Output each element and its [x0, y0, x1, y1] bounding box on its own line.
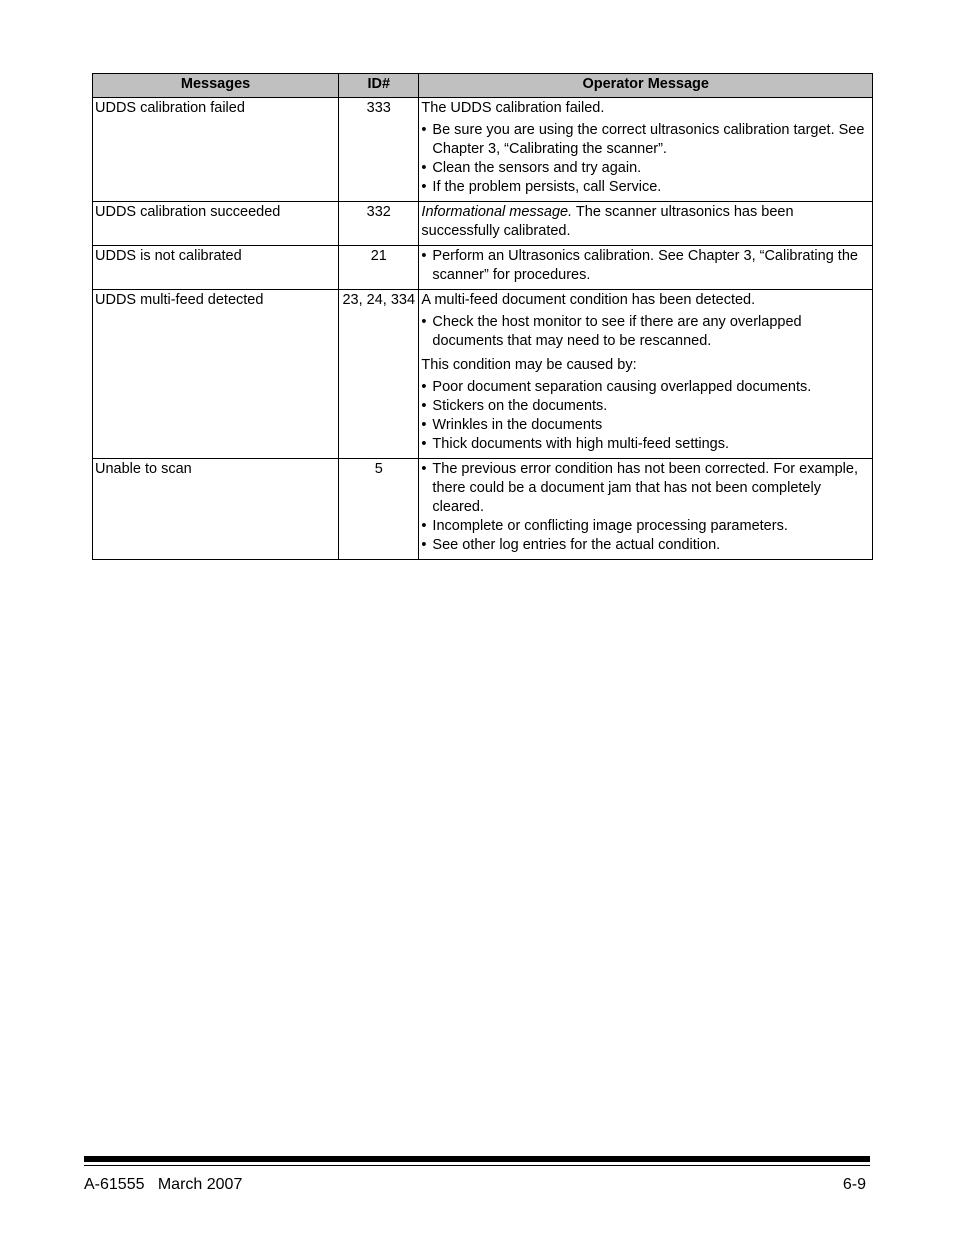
id-cell: 23, 24, 334 [339, 290, 419, 459]
operator-message-intro: The UDDS calibration failed. [421, 100, 605, 116]
footer-divider-thin [84, 1165, 870, 1166]
table-row [93, 246, 873, 290]
message-cell: UDDS calibration failed [93, 98, 339, 202]
messages-table [92, 73, 873, 560]
bullet-item: • Wrinkles in the documents [421, 417, 603, 433]
message-cell: UDDS multi-feed detected [93, 290, 339, 459]
footer-doc-info [84, 1176, 242, 1194]
message-cell: Unable to scan [93, 459, 339, 560]
doc-date: March 2007 [157, 1176, 243, 1193]
bullet-item: • Incomplete or conflicting image processing parameters. [421, 518, 788, 534]
operator-message-cell [419, 459, 873, 560]
header-operator-message: Operator Message [419, 74, 873, 98]
bullet-item: • The previous error condition has not been corrected. For example, there could be a document jam that has not been completely cleared. [421, 461, 858, 515]
bullet-item: • If the problem persists, call Service. [421, 179, 662, 195]
message-cell: UDDS calibration succeeded [93, 202, 339, 246]
informational-label: Informational message. [421, 204, 573, 220]
operator-message-cell [419, 290, 873, 459]
operator-message-cell [419, 202, 873, 246]
bullet-item: • Check the host monitor to see if there are any overlapped documents that may need to be rescanned. [421, 314, 802, 349]
table-row [93, 98, 873, 202]
table-row [93, 202, 873, 246]
bullet-list [421, 378, 870, 454]
bullet-item: • Stickers on the documents. [421, 398, 608, 414]
operator-message-intro: A multi-feed document condition has been detected. [421, 292, 756, 308]
bullet-item: • Be sure you are using the correct ultrasonics calibration target. See Chapter 3, “Calibrating the scanner”. [421, 122, 865, 157]
footer-divider-thick [84, 1156, 870, 1162]
bullet-list [421, 121, 870, 197]
id-cell: 5 [339, 459, 419, 560]
table-row [93, 290, 873, 459]
operator-message-cell [419, 98, 873, 202]
message-cell: UDDS is not calibrated [93, 246, 339, 290]
operator-message-cause-intro: This condition may be caused by: [421, 357, 637, 373]
id-cell: 333 [339, 98, 419, 202]
id-cell: 332 [339, 202, 419, 246]
bullet-item: • Clean the sensors and try again. [421, 160, 642, 176]
id-cell: 21 [339, 246, 419, 290]
operator-message-intro: Informational message. The scanner ultrasonics has been successfully calibrated. [421, 204, 794, 239]
header-id: ID# [339, 74, 419, 98]
bullet-list [421, 247, 870, 285]
table-row [93, 459, 873, 560]
doc-number: A-61555 [84, 1176, 145, 1193]
page-number: 6-9 [842, 1176, 866, 1193]
bullet-item: • See other log entries for the actual condition. [421, 537, 721, 553]
bullet-item: • Perform an Ultrasonics calibration. See Chapter 3, “Calibrating the scanner” for procedures. [421, 248, 858, 283]
bullet-item: • Thick documents with high multi-feed settings. [421, 436, 729, 452]
header-messages: Messages [93, 74, 339, 98]
bullet-item: • Poor document separation causing overlapped documents. [421, 379, 812, 395]
bullet-list [421, 313, 870, 351]
operator-message-cell [419, 246, 873, 290]
bullet-list [421, 460, 870, 555]
table-header-row [93, 74, 873, 98]
